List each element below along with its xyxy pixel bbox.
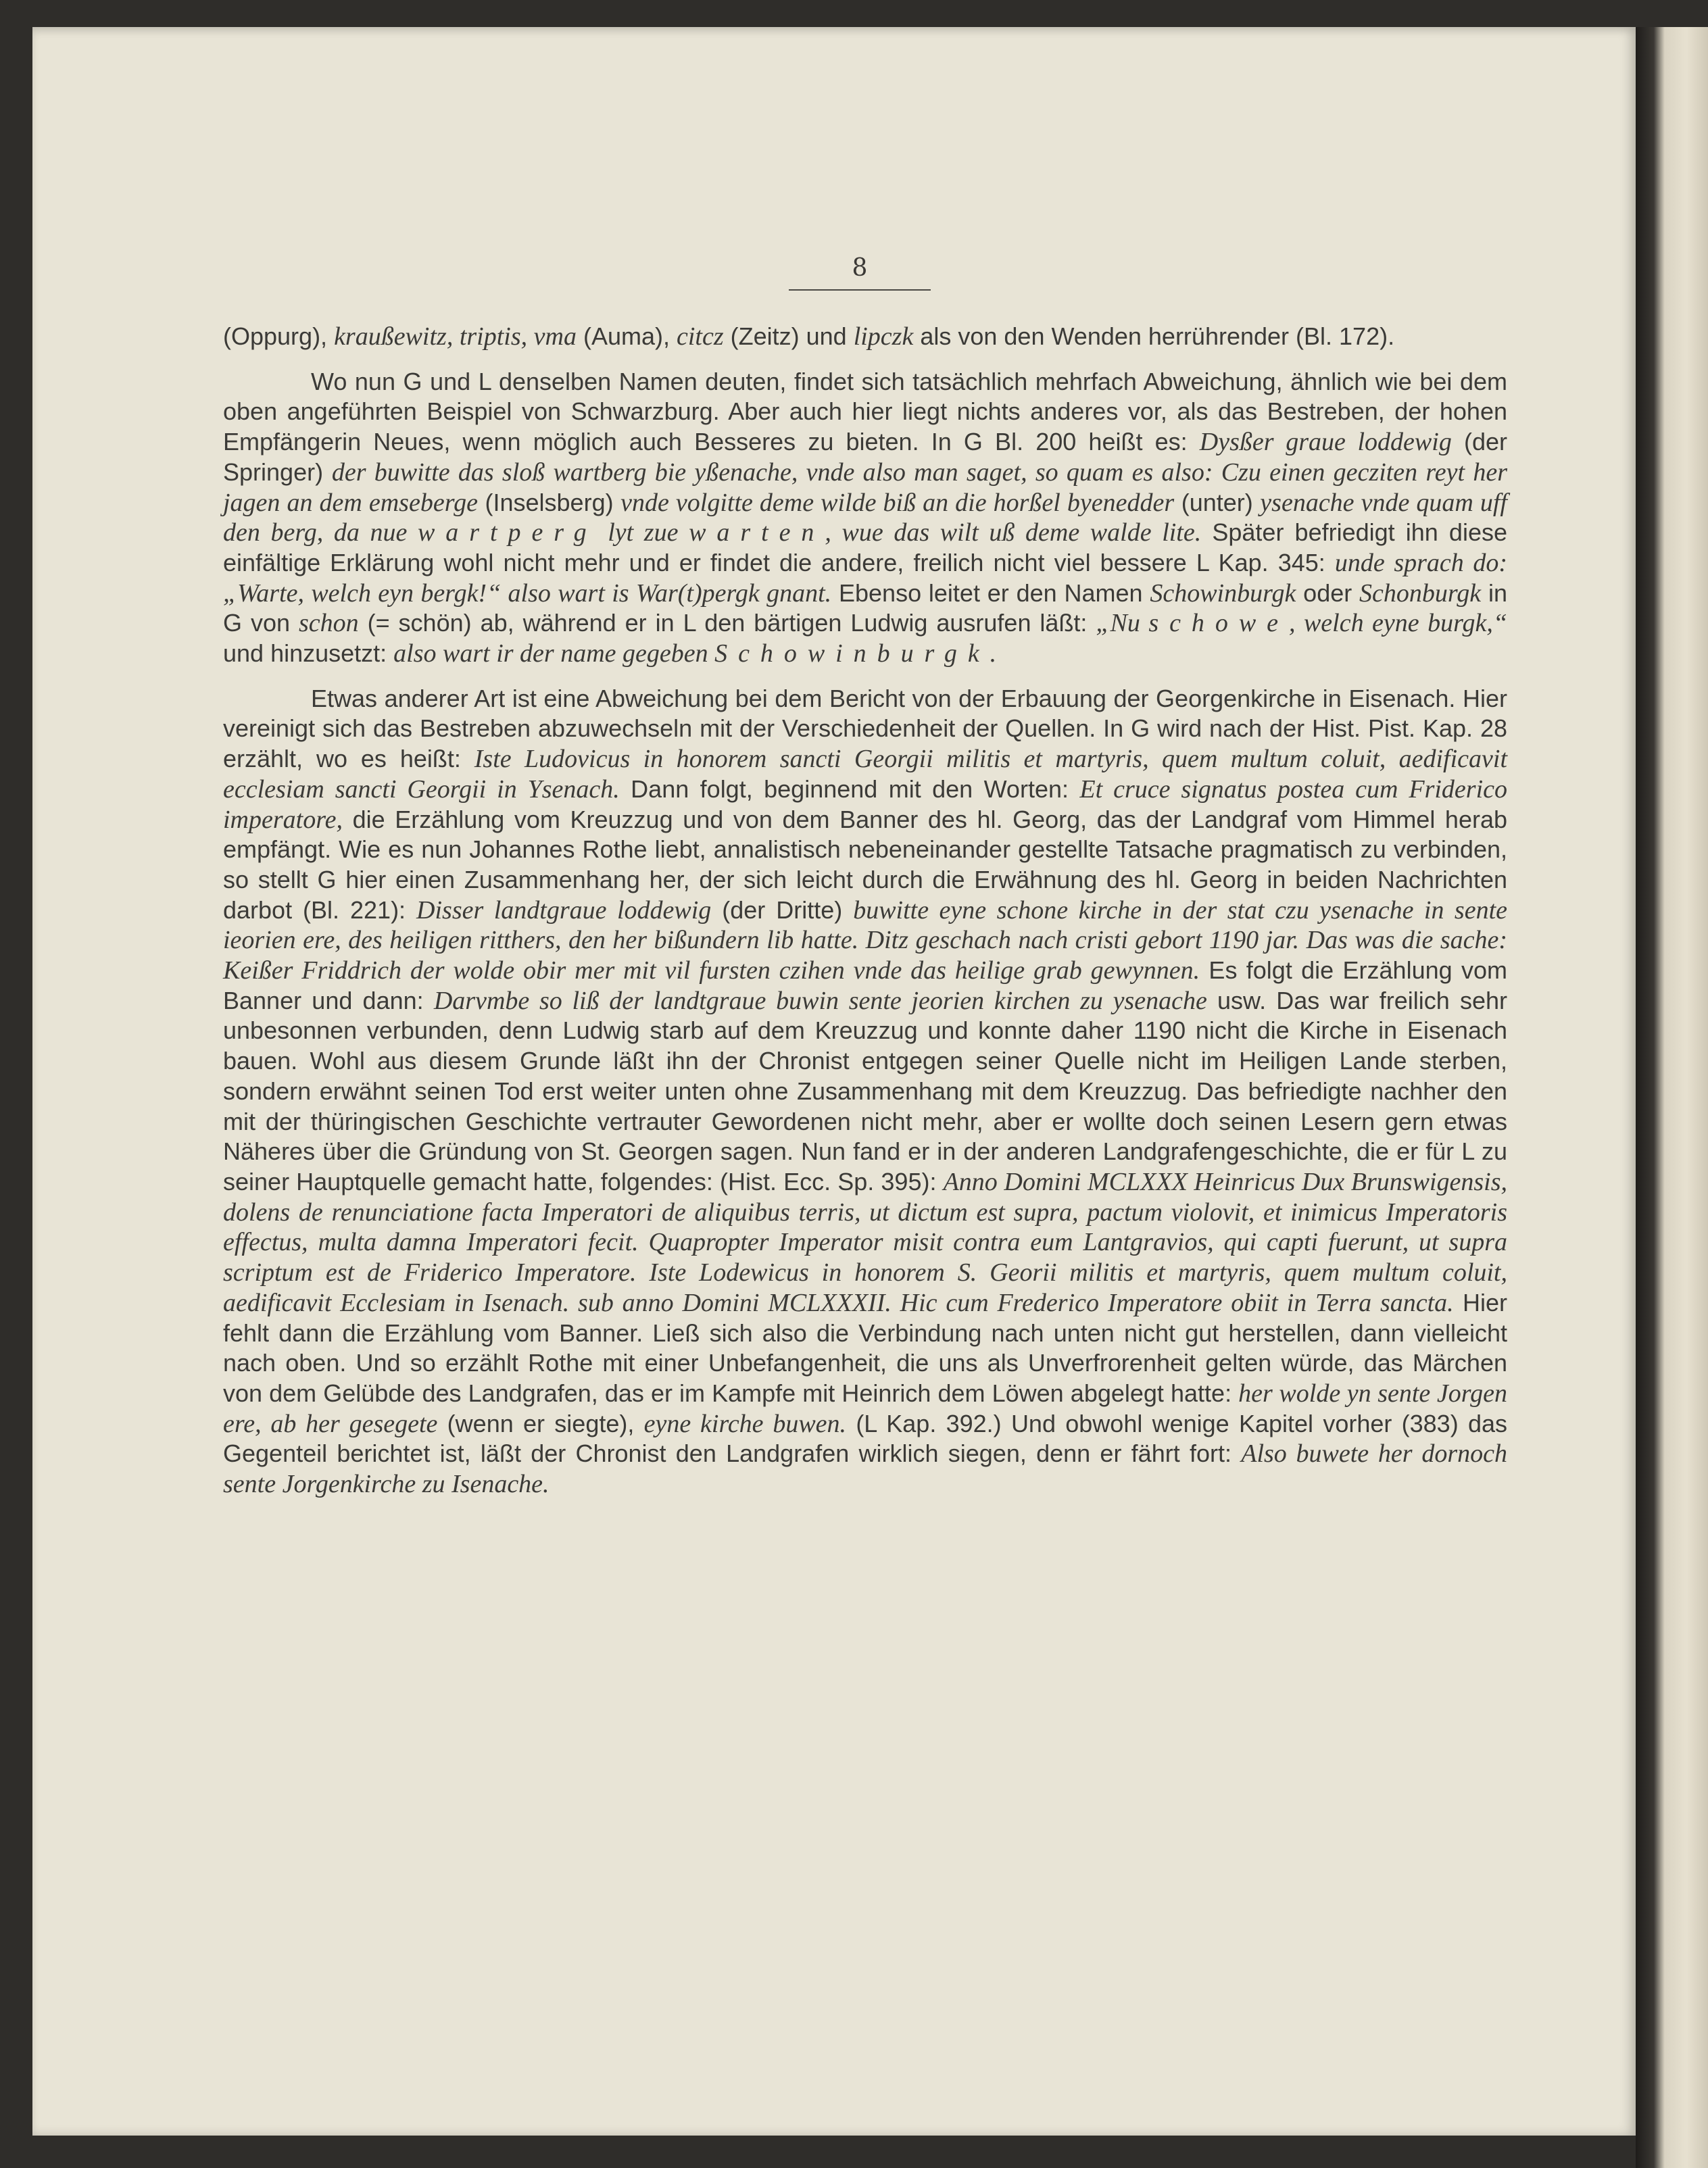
text-run: (der Springer) [223,428,1507,486]
italic-quote: Schowinburgk [1150,578,1296,608]
text-run: oder [1296,578,1360,607]
italic-quote: eyne kirche buwen. [643,1409,847,1438]
text-run: Es folgt die Erzählung vom Banner und dann: [223,956,1507,1014]
paragraph [223,684,1507,1500]
body-text [223,322,1507,1500]
italic-quote: her wolde yn sente Jorgen ere, ab her gesegete [223,1379,1507,1438]
text-run: (wenn er siegte), [437,1409,644,1437]
spaced-emphasis: Schowinburgk [714,639,990,668]
italic-quote: Schonburgk [1359,578,1482,608]
spaced-emphasis: wartperg [417,518,597,547]
text-run: (= schön) ab, während er in L den bärtigen Ludwig ausrufen läßt: [358,609,1096,637]
text-run: Ebenso leitet er den Namen [831,578,1150,607]
italic-quote: vnde volgitte deme wilde biß an die horßel byenedder [620,488,1175,517]
text-run: (Zeitz) und [723,322,854,350]
italic-quote: , wue das wilt uß deme walde lite. [825,518,1202,547]
italic-quote: also wart ir der name gegeben [393,639,715,668]
text-run: usw. Das war freilich sehr unbesonnen verbunden, denn Ludwig starb auf dem Kreuzzug und konnte daher 1190 nicht die Kirche in Eisenach bauen. Wohl aus diesem Grunde läßt ihn der Chronist entgegen seiner Quelle nicht im Heiligen Lande sterben, sondern erwähnt seinen Tod erst weiter unten ohne Zusammenhang mit dem Kreuzzug. Das befriedigte nachher den mit der thüringischen Geschichte vertrauter Gewordenen nicht mehr, aber er wollte doch seinen Lesern gern etwas Näheres über die Gründung von St. Georgen sagen. Nun fand er in der anderen Landgrafengeschichte, die er für L zu seiner Hauptquelle gemacht hatte, folgendes: (Hist. Ecc. Sp. 395): [223,986,1507,1196]
italic-quote: Iste Ludovicus in honorem sancti Georgii militis et martyris, quem multum coluit, aedificavit ecclesiam sancti Georgii in Ysenach. [223,745,1507,804]
italic-quote: . [990,639,997,668]
text-run: (Oppurg), [223,322,335,350]
italic-quote: ysenache vnde quam uff den berg, da nue [223,488,1507,547]
facing-page-edge [1636,27,1708,2168]
italic-quote: Anno Domini MCLXXX Heinricus Dux Brunswigensis, dolens de renunciatione facta Imperatori de aliquibus terris, ut dictum est supra, pactum violovit, et inimicus Imperatoris effectus, multa damna Imperatori fecit. Quapropter Imperator misit contra eum Lantgravios, qui capti fuerunt, ut supra scriptum est de Friderico Imperatore. Iste Lodewicus in honorem S. Georii militis et martyris, quem multum coluit, aedificavit Ecclesiam in Isenach. sub anno Domini MCLXXXII. Hic cum Frederico Imperatore obiit in Terra sancta. [223,1167,1507,1317]
page-number-rule [789,289,931,291]
text-run: als von den Wenden herrührender (Bl. 172). [913,322,1395,350]
italic-quote: schon [298,609,359,638]
italic-quote: kraußewitz, triptis, vma [334,322,577,351]
text-run: (der Dritte) [711,895,854,924]
text-run: und hinzusetzt: [223,639,394,668]
italic-quote: Dysßer graue loddewig [1199,428,1452,457]
italic-quote: , welch eyne burgk,“ [1289,609,1507,638]
spaced-emphasis: schowe [1148,609,1289,638]
italic-quote: „Nu [1096,609,1149,638]
text-run: Später befriedigt ihn diese einfältige Erklärung wohl nicht mehr und er findet die andere, freilich nicht viel bessere L Kap. 345: [223,518,1507,576]
paragraph [223,322,1507,352]
text-run: (Auma), [576,322,677,350]
italic-quote: lyt zue [597,518,689,547]
text-run: die Erzählung vom Kreuzzug und von dem Banner des hl. Georg, das der Landgraf vom Himmel herab empfängt. Wie es nun Johannes Rothe liebt, annalistisch nebeneinander gestellte Tatsache pragmatisch zu verbinden, so stellt G hier einen Zusammenhang her, der sich leicht durch die Erwähnung des hl. Georg in beiden Nachrichten darbot (Bl. 221): [223,805,1507,924]
italic-quote: unde sprach do: „Warte, welch eyn bergk!“ also wart is War(t)pergk gnant. [223,548,1508,608]
text-run: Hier fehlt dann die Erzählung vom Banner. Ließ sich also die Verbindung nach unten nicht gut herstellen, dann vielleicht nach oben. Und so erzählt Rothe mit einer Unbefangenheit, die uns als Unverfrorenheit gelten würde, das Märchen von dem Gelübde des Landgrafen, das er im Kampfe mit Heinrich dem Löwen abgelegt hatte: [223,1288,1507,1407]
italic-quote: Disser landtgraue loddewig [416,895,712,925]
italic-quote: Also buwete her dornoch sente Jorgenkirche zu Isenache. [223,1439,1507,1499]
spaced-emphasis: warten [689,518,825,547]
italic-quote: Et cruce signatus postea cum Friderico imperatore, [223,774,1508,834]
text-run: (Inselsberg) [477,488,621,516]
text-run: Wo nun G und L denselben Namen deuten, findet sich tatsächlich mehrfach Abweichung, ähnlich wie bei dem oben angeführten Beispiel von Schwarzburg. Aber auch hier liegt nichts anderes vor, als das Bestreben, der hohen Empfängerin Neues, wenn möglich auch Besseres zu bieten. In G Bl. 200 heißt es: [223,367,1507,456]
italic-quote: lipczk [853,322,914,351]
page-number: 8 [852,254,868,282]
italic-quote: citcz [676,322,724,351]
text-run: in G von [223,578,1508,637]
italic-quote: buwitte eyne schone kirche in der stat czu ysenache in sente ieorien ere, des heiligen ritthers, den her bißundern lib hatte. Ditz geschach nach cristi gebort 1190 jar. Das was die sache: Keißer Friddrich der wolde obir mer mit vil fursten czihen vnde das heilige grab gewynnen. [223,895,1507,985]
text-run: (L Kap. 392.) Und obwohl wenige Kapitel vorher (383) das Gegenteil berichtet ist, läßt der Chronist den Landgrafen wirklich siegen, denn er fährt fort: [223,1409,1508,1468]
text-run: Dann folgt, beginnend mit den Worten: [619,774,1080,803]
text-run: Etwas anderer Art ist eine Abweichung bei dem Bericht von der Erbauung der Georgenkirche in Eisenach. Hier vereinigt sich das Bestreben abzuwechseln mit der Verschiedenheit der Quellen. In G wird nach der Hist. Pist. Kap. 28 erzählt, wo es heißt: [223,684,1507,773]
italic-quote: Darvmbe so liß der landtgraue buwin sente jeorien kirchen zu ysenache [433,986,1207,1015]
italic-quote: der buwitte das sloß wartberg bie yßenache, vnde also man saget, so quam es also: Czu einen gecziten reyt her jagen an dem emseberge [223,458,1507,517]
paragraph [223,367,1507,669]
text-run: (unter) [1174,488,1261,516]
